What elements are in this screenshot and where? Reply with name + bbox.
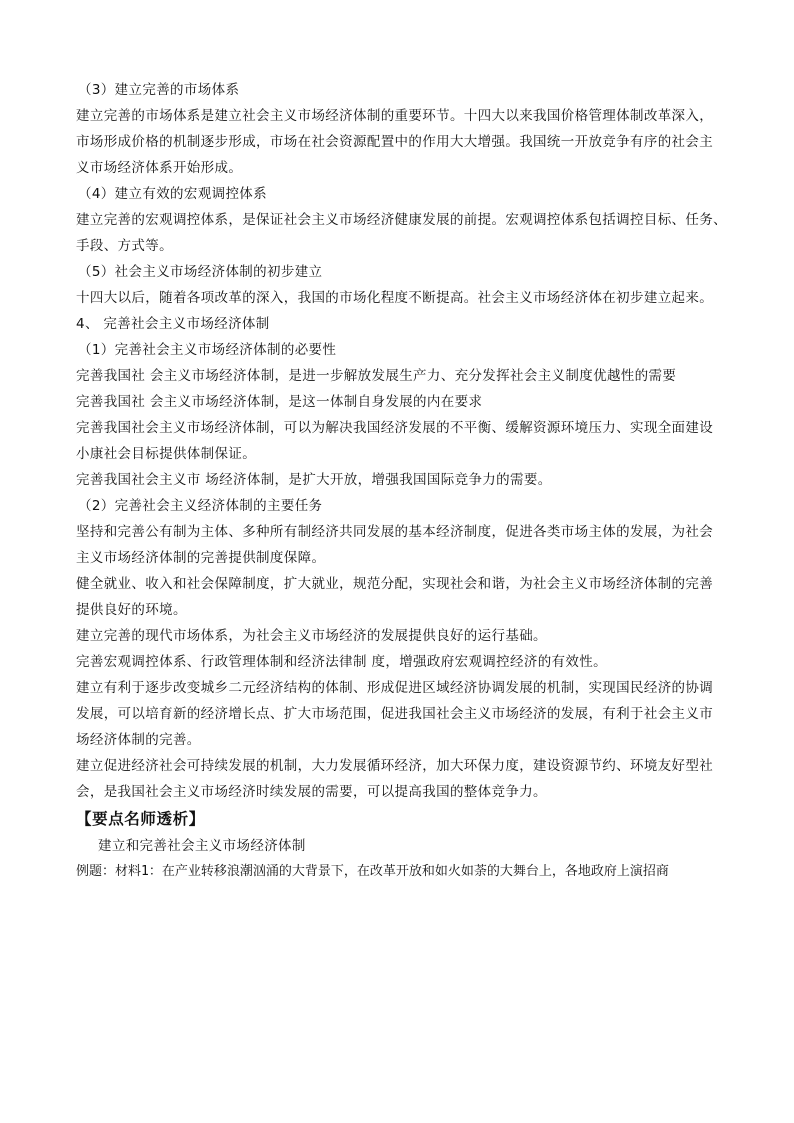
- section-heading: 【要点名师透析】: [76, 810, 205, 828]
- body-lines: [76, 77, 727, 805]
- subheading-line: （1）完善社会主义市场经济体制的必要性: [78, 342, 337, 358]
- paragraph-line: 主义市场经济体制的完善提供制度保障。: [76, 550, 326, 566]
- paragraph-line: 发展，可以培育新的经济增长点、扩大市场范围，促进我国社会主义市场经济的发展，有利于社会主义市: [76, 706, 714, 722]
- paragraph-line: 场经济体制的完善。: [76, 732, 201, 748]
- paragraph-line: 建立完善的市场体系是建立社会主义市场经济体制的重要环节。十四大以来我国价格管理体制改革深入，: [76, 108, 714, 124]
- paragraph-line: 完善我国社 会主义市场经济体制，是进一步解放发展生产力、充分发挥社会主义制度优越性的需要: [76, 368, 677, 384]
- paragraph-line: 建立促进经济社会可持续发展的机制，大力发展循环经济，加大环保力度，建设资源节约、环境友好型社: [76, 758, 714, 774]
- example-paragraph: 例题：材料1：在产业转移浪潮汹涌的大背景下，在改革开放和如火如荼的大舞台上，各地政府上演招商: [76, 864, 669, 879]
- paragraph-line: 完善宏观调控体系、行政管理体制和经济法律制 度，增强政府宏观调控经济的有效性。: [76, 654, 607, 670]
- document-content: [76, 77, 727, 885]
- subheading-line: （2）完善社会主义经济体制的主要任务: [78, 498, 323, 514]
- paragraph-line: 建立完善的宏观调控体系，是保证社会主义市场经济健康发展的前提。宏观调控体系包括调控目标、任务、: [76, 212, 727, 228]
- paragraph-line: 完善我国社会主义市 场经济体制，是扩大开放，增强我国国际竞争力的需要。: [76, 472, 552, 488]
- paragraph-line: 十四大以后，随着各项改革的深入，我国的市场化程度不断提高。社会主义市场经济体在初步建立起来。: [76, 290, 714, 306]
- paragraph-line: 健全就业、收入和社会保障制度，扩大就业，规范分配，实现社会和谐，为社会主义市场经济体制的完善: [76, 576, 714, 592]
- subheading-line: （4）建立有效的宏观调控体系: [78, 186, 267, 202]
- paragraph-line: 坚持和完善公有制为主体、多种所有制经济共同发展的基本经济制度，促进各类市场主体的发展，为社会: [76, 524, 714, 540]
- subheading-line: （3）建立完善的市场体系: [78, 82, 240, 98]
- subheading-line: （5）社会主义市场经济体制的初步建立: [78, 264, 323, 280]
- paragraph-line: 完善我国社 会主义市场经济体制，是这一体制自身发展的内在要求: [76, 394, 483, 410]
- paragraph-line: 小康社会目标提供体制保证。: [76, 446, 257, 462]
- paragraph-line: 市场形成价格的机制逐步形成，市场在社会资源配置中的作用大大增强。我国统一开放竞争有序的社会主: [76, 134, 714, 150]
- paragraph-line: 建立完善的现代市场体系，为社会主义市场经济的发展提供良好的运行基础。: [76, 628, 547, 644]
- paragraph-line: 完善我国社会主义市场经济体制，可以为解决我国经济发展的不平衡、缓解资源环境压力、实现全面建设: [76, 420, 714, 436]
- paragraph-line: 4、 完善社会主义市场经济体制: [76, 316, 270, 332]
- paragraph-line: 手段、方式等。: [76, 238, 173, 254]
- paragraph-line: 提供良好的环境。: [76, 602, 187, 618]
- section-topic: 建立和完善社会主义市场经济体制: [98, 838, 306, 854]
- paragraph-line: 义市场经济体系开始形成。: [76, 160, 243, 176]
- paragraph-line: 会，是我国社会主义市场经济时续发展的需要，可以提高我国的整体竞争力。: [76, 784, 547, 800]
- paragraph-line: 建立有利于逐步改变城乡二元经济结构的体制、形成促进区域经济协调发展的机制，实现国民经济的协调: [76, 680, 714, 696]
